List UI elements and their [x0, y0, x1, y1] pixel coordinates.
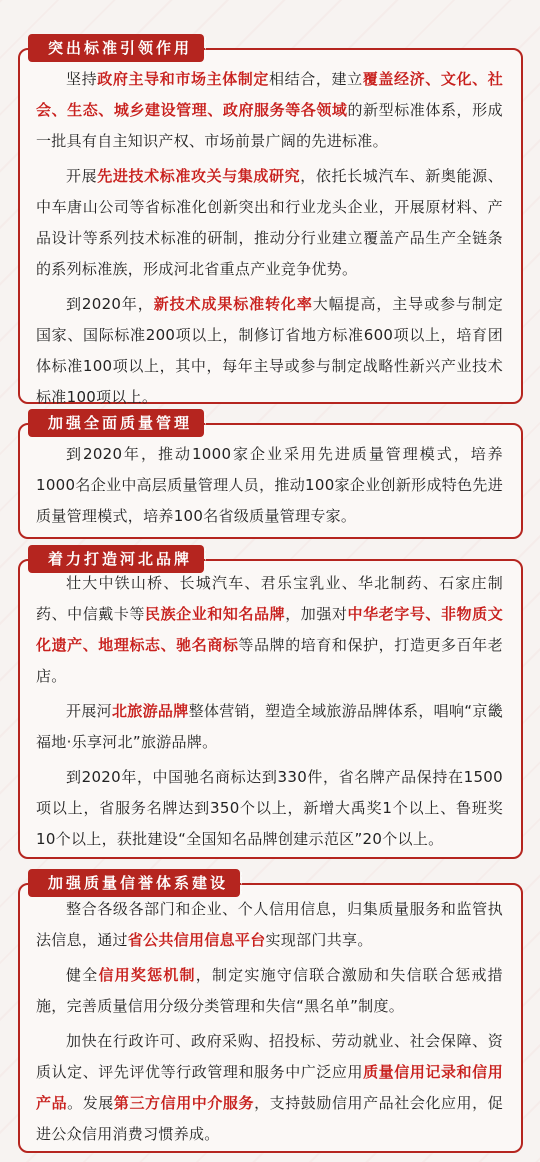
paragraph-text: 到2020年，推动1000家企业采用先进质量管理模式，培养1000名企业中高层质量管理人员，推动100家企业创新形成特色先进质量管理模式，培养100名省级质量管理专家。 — [36, 445, 503, 525]
paragraph-text: 壮大中铁山桥、长城汽车、君乐宝乳业、华北制药、石家庄制药、中信戴卡等 — [36, 574, 503, 623]
paragraph-text: 开展河 — [66, 702, 112, 720]
paragraph — [36, 1026, 503, 1150]
paragraph — [36, 289, 503, 413]
paragraph — [36, 64, 503, 157]
highlighted-text: 先进技术标准攻关与集成研究 — [97, 167, 301, 185]
paragraph — [36, 439, 503, 532]
highlighted-text: 北旅游品牌 — [111, 702, 189, 720]
section-body — [36, 439, 503, 536]
paragraph-text: 整体营销，塑造全域旅游品牌体系，唱响“京畿福地·乐享河北”旅游品牌。 — [36, 702, 503, 751]
paragraph-text: 到2020年， — [66, 295, 154, 313]
paragraph — [36, 568, 503, 692]
paragraph — [36, 696, 503, 758]
highlighted-text: 质量信用记录和信用产品 — [36, 1063, 503, 1112]
paragraph-text: 实现部门共享。 — [265, 931, 373, 949]
section-body — [36, 568, 503, 859]
paragraph — [36, 894, 503, 956]
section-title: 着力打造河北品牌 — [28, 545, 204, 573]
paragraph-text: 坚持 — [66, 70, 98, 88]
highlighted-text: 政府主导和市场主体制定 — [97, 70, 270, 88]
paragraph — [36, 161, 503, 285]
highlighted-text: 覆盖经济、文化、社会、生态、城乡建设管理、政府服务等各领域 — [36, 70, 504, 119]
paragraph-text: 相结合，建立 — [269, 70, 363, 88]
section-body — [36, 64, 503, 417]
paragraph-text: 等品牌的培育和保护，打造更多百年老店。 — [36, 636, 503, 685]
section-title: 突出标准引领作用 — [28, 34, 204, 62]
highlighted-text: 信用奖惩机制 — [98, 966, 196, 984]
paragraph-text: ，制定实施守信联合激励和失信联合惩戒措施，完善质量信用分级分类管理和失信“黑名单”制度。 — [36, 966, 503, 1015]
highlighted-text: 新技术成果标准转化率 — [153, 295, 313, 313]
section-title: 加强全面质量管理 — [28, 409, 204, 437]
paragraph-text: ，支持鼓励信用产品社会化应用，促进公众信用消费习惯养成。 — [36, 1094, 504, 1143]
highlighted-text: 中华老字号、非物质文化遗产、地理标志、驰名商标 — [36, 605, 504, 654]
paragraph-text: 健全 — [66, 966, 99, 984]
paragraph-text: 整合各级各部门和企业、个人信用信息，归集质量服务和监管执法信息，通过 — [36, 900, 503, 949]
paragraph — [36, 762, 503, 855]
paragraph-text: 大幅提高，主导或参与制定国家、国际标准200项以上，制修订省地方标准600项以上，培育团体标准100项以上，其中，每年主导或参与制定战略性新兴产业技术标准100项以上。 — [36, 295, 503, 406]
paragraph-text: ，加强对 — [285, 605, 348, 623]
section-title: 加强质量信誉体系建设 — [28, 869, 240, 897]
paragraph-text: 到2020年，中国驰名商标达到330件，省名牌产品保持在1500项以上，省服务名牌达到350个以上，新增大禹奖1个以上、鲁班奖10个以上，获批建设“全国知名品牌创建示范区”20个以上。 — [36, 768, 503, 848]
highlighted-text: 民族企业和知名品牌 — [145, 605, 286, 623]
paragraph-text: 的新型标准体系，形成一批具有自主知识产权、市场前景广阔的先进标准。 — [36, 101, 503, 150]
paragraph-text: 开展 — [66, 167, 98, 185]
highlighted-text: 省公共信用信息平台 — [127, 931, 266, 949]
paragraph-text: 。发展 — [67, 1094, 114, 1112]
highlighted-text: 第三方信用中介服务 — [113, 1094, 255, 1112]
section-body — [36, 894, 503, 1154]
paragraph — [36, 960, 503, 1022]
paragraph-text: 加快在行政许可、政府采购、招投标、劳动就业、社会保障、资质认定、评先评优等行政管理和服务中广泛应用 — [36, 1032, 503, 1081]
paragraph-text: ，依托长城汽车、新奥能源、中车唐山公司等省标准化创新突出和行业龙头企业，开展原材料、产品设计等系列技术标准的研制，推动分行业建立覆盖产品生产全链条的系列标准族，形成河北省重点产业竞争优势。 — [36, 167, 504, 278]
